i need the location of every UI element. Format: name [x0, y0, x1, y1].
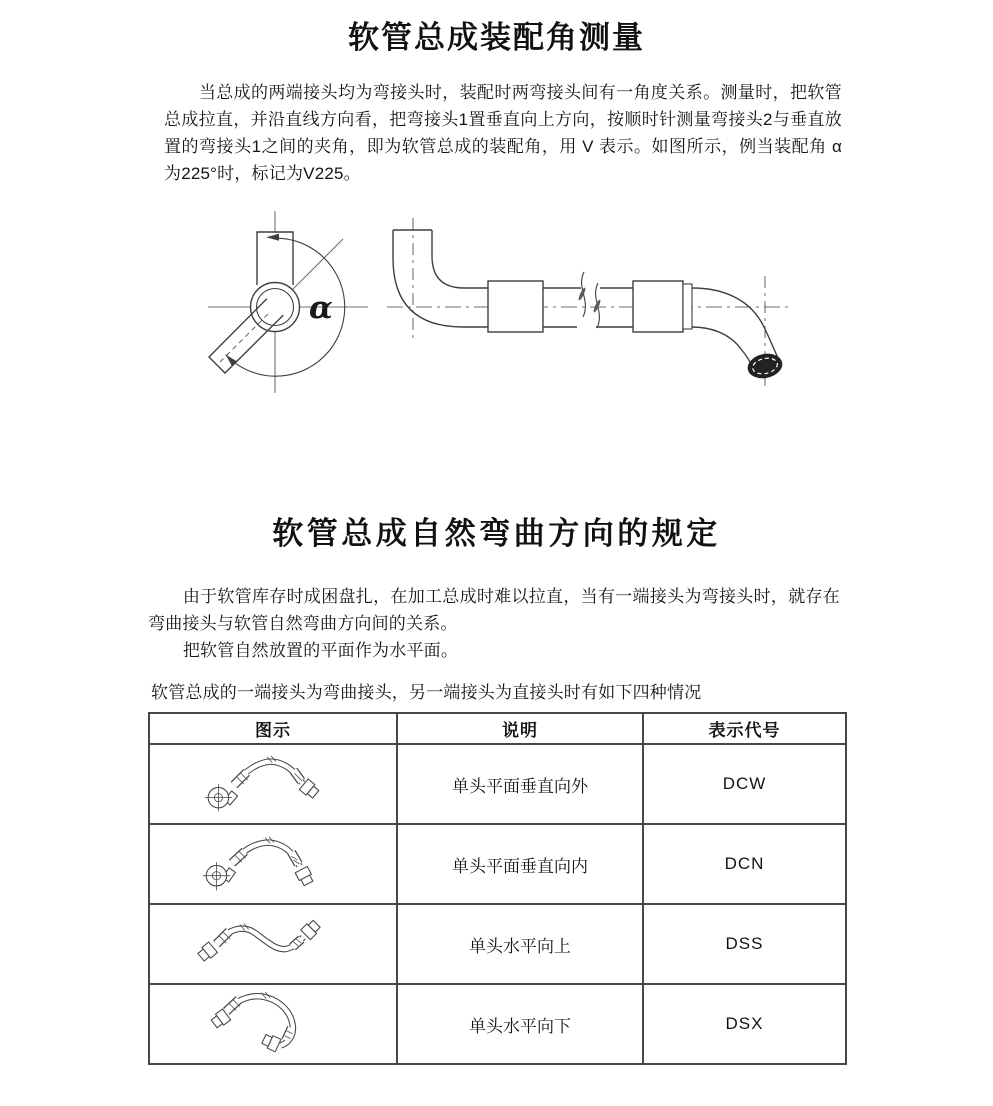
hose-illustration-dss: [153, 905, 393, 983]
description-cell: 单头平面垂直向内: [397, 824, 643, 904]
hose-illustration-dcn: [153, 825, 393, 903]
col-header-description: 说明: [397, 713, 643, 744]
left-elbow-connector: [393, 230, 488, 327]
hex-fitting-right: [301, 919, 322, 940]
hex-fitting-end: [261, 1033, 281, 1052]
eye-fitting: [205, 784, 238, 811]
elbow-opening: [746, 351, 784, 381]
hose-illustration-dsx: [153, 985, 393, 1063]
section1-paragraph: 当总成的两端接头均为弯接头时，装配时两弯接头间有一角度关系。测量时，把软管总成拉直，并沿直线方向看，把弯接头1置垂直向上方向，按顺时针测量弯接头2与垂直放置的弯接头1之间的夹角，即为软管总成的装配角，用 V 表示。如图所示，例当装配角 α 为225°时，标记为V225。: [164, 83, 842, 183]
section1-title: 软管总成装配角测量: [348, 20, 645, 55]
figure-side-view-hose-assembly: [385, 210, 805, 390]
ferrule-right: [633, 281, 692, 332]
ferrule-left: [488, 281, 543, 332]
code-cell: DCW: [643, 744, 846, 824]
hose-midsection-with-break: [543, 272, 633, 328]
right-elbow-connector: [692, 288, 784, 381]
section2-paragraph2: 把软管自然放置的平面作为水平面。: [182, 641, 459, 660]
eye-fitting: [203, 862, 236, 890]
hex-fitting-left: [197, 942, 218, 962]
section2-paragraph1: 由于软管库存时成困盘扎，在加工总成时难以拉直，当有一端接头为弯接头时，就存在弯曲接头与软管自然弯曲方向间的关系。: [148, 587, 840, 633]
bend-direction-table: [148, 712, 847, 1065]
code-cell: DCN: [643, 824, 846, 904]
description-cell: 单头水平向下: [397, 984, 643, 1064]
section2-title: 软管总成自然弯曲方向的规定: [272, 516, 721, 551]
elbow1-end-view-rect: [257, 232, 293, 285]
hex-fitting: [295, 866, 314, 886]
description-cell: 单头水平向上: [397, 904, 643, 984]
code-cell: DSX: [643, 984, 846, 1064]
figure-end-view-angle-diagram: [190, 205, 410, 400]
angle-alpha-label: α: [309, 290, 333, 326]
table-intro-line: 软管总成的一端接头为弯曲接头，另一端接头为直接头时有如下四种情况: [151, 683, 702, 702]
col-header-code: 表示代号: [643, 713, 846, 744]
description-cell: 单头平面垂直向外: [397, 744, 643, 824]
col-header-illustration: 图示: [149, 713, 397, 744]
table-header-row: [149, 713, 846, 744]
table-row-dcn: [149, 824, 846, 904]
table-row-dsx: [149, 984, 846, 1064]
table-row-dss: [149, 904, 846, 984]
code-cell: DSS: [643, 904, 846, 984]
hose-illustration-dcw: [153, 745, 393, 823]
table-row-dcw: [149, 744, 846, 824]
centerlines: [387, 218, 793, 386]
